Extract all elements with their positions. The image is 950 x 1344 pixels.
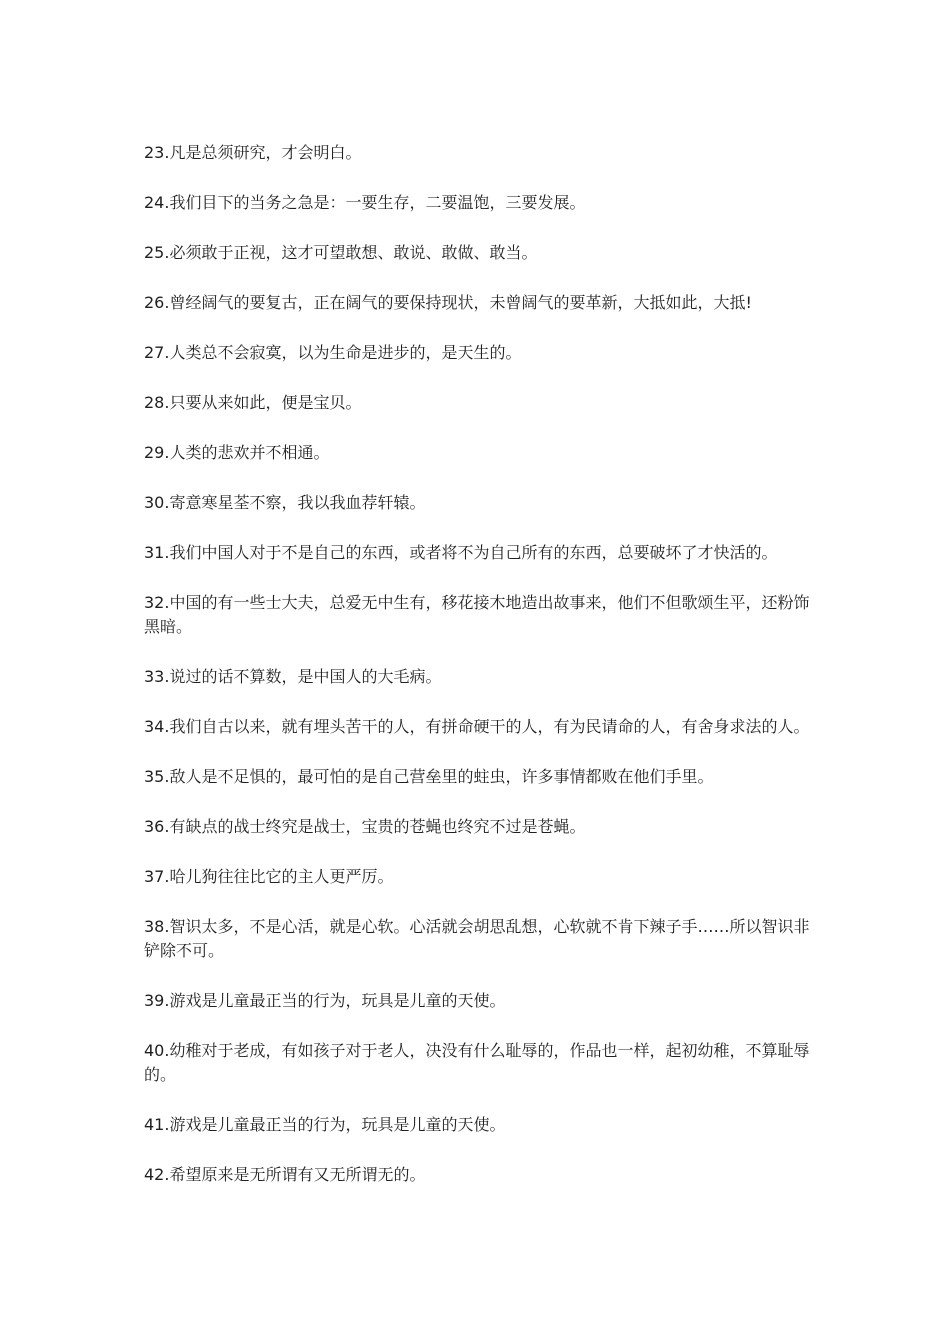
quote-item: 29.人类的悲欢并不相通。	[144, 443, 330, 462]
quote-item: 42.希望原来是无所谓有又无所谓无的。	[144, 1165, 426, 1184]
quote-item: 31.我们中国人对于不是自己的东西，或者将不为自己所有的东西，总要破坏了才快活的。	[144, 543, 778, 562]
quote-item: 32.中国的有一些士大夫，总爱无中生有，移花接木地造出故事来，他们不但歌颂生平，还粉饰黑暗。	[144, 593, 810, 636]
quote-item: 40.幼稚对于老成，有如孩子对于老人，决没有什么耻辱的，作品也一样，起初幼稚，不算耻辱的。	[144, 1041, 810, 1084]
quote-item: 25.必须敢于正视，这才可望敢想、敢说、敢做、敢当。	[144, 243, 538, 262]
quote-item: 34.我们自古以来，就有埋头苦干的人，有拼命硬干的人，有为民请命的人，有舍身求法的人。	[144, 717, 810, 736]
quote-item: 35.敌人是不足惧的，最可怕的是自己营垒里的蛀虫，许多事情都败在他们手里。	[144, 767, 714, 786]
quote-item: 39.游戏是儿童最正当的行为，玩具是儿童的天使。	[144, 991, 506, 1010]
quote-item: 38.智识太多，不是心活，就是心软。心活就会胡思乱想，心软就不肯下辣子手……所以智识非铲除不可。	[144, 917, 810, 960]
quote-item: 41.游戏是儿童最正当的行为，玩具是儿童的天使。	[144, 1115, 506, 1134]
quote-item: 27.人类总不会寂寞，以为生命是进步的，是天生的。	[144, 343, 522, 362]
quote-item: 26.曾经阔气的要复古，正在阔气的要保持现状，未曾阔气的要革新，大抵如此，大抵!	[144, 293, 752, 312]
quote-item: 36.有缺点的战士终究是战士，宝贵的苍蝇也终究不过是苍蝇。	[144, 817, 586, 836]
quote-item: 37.哈儿狗往往比它的主人更严厉。	[144, 867, 394, 886]
quote-item: 24.我们目下的当务之急是：一要生存，二要温饱，三要发展。	[144, 193, 586, 212]
quote-item: 23.凡是总须研究，才会明白。	[144, 143, 362, 162]
quote-item: 33.说过的话不算数，是中国人的大毛病。	[144, 667, 442, 686]
quote-item: 28.只要从来如此，便是宝贝。	[144, 393, 362, 412]
quote-list	[144, 141, 810, 1213]
quote-item: 30.寄意寒星荃不察，我以我血荐轩辕。	[144, 493, 426, 512]
